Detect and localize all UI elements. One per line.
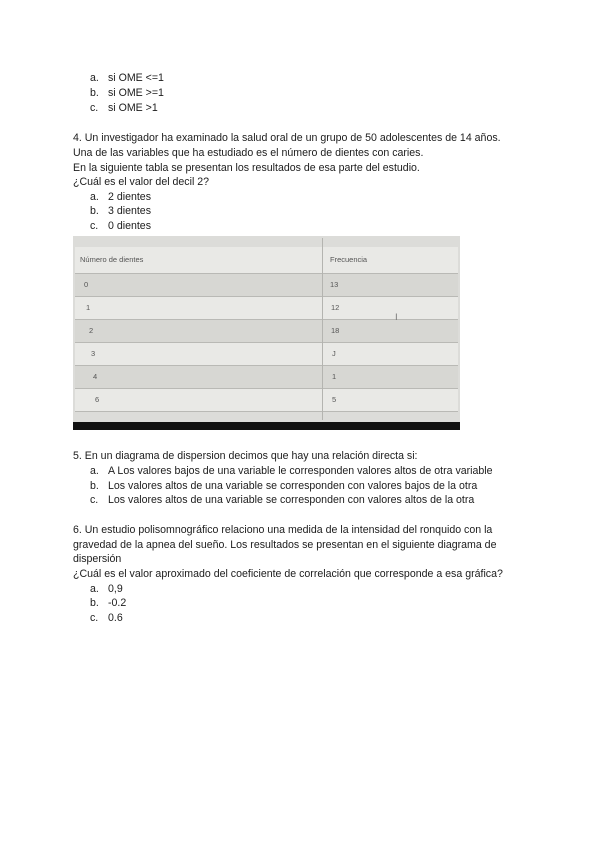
q3-option-c: si OME >1	[108, 102, 158, 114]
q6-option-a-marker: a.	[90, 583, 99, 595]
q4-option-a: 2 dientes	[108, 191, 151, 203]
photo-bottom-edge	[73, 422, 460, 430]
q6-option-a: 0,9	[108, 583, 123, 595]
q4-option-a-marker: a.	[90, 191, 99, 203]
q6-line-1: 6. Un estudio polisomnográfico relaciono una medida de la intensidad del ronquido con la	[73, 524, 493, 536]
table-photo	[73, 236, 460, 430]
q4-option-c: 0 dientes	[108, 220, 151, 232]
q6-option-c: 0.6	[108, 612, 123, 624]
text-cursor-icon: Ⅰ	[395, 312, 398, 322]
table-row	[75, 366, 458, 389]
q6-option-c-marker: c.	[90, 612, 99, 624]
q5-option-b-marker: b.	[90, 480, 99, 492]
q3-option-c-marker: c.	[90, 102, 99, 114]
row-teeth: 3	[91, 349, 96, 358]
q6-line-4: ¿Cuál es el valor aproximado del coeficiente de correlación que corresponde a esa gráfica?	[73, 568, 503, 580]
row-frequency: J	[332, 349, 336, 358]
q4-line-1: 4. Un investigador ha examinado la salud oral de un grupo de 50 adolescentes de 14 años.	[73, 132, 501, 144]
row-frequency: 5	[332, 395, 337, 404]
q4-line-4: ¿Cuál es el valor del decil 2?	[73, 176, 210, 188]
row-frequency: 18	[331, 326, 340, 335]
header-number-of-teeth: Número de dientes	[80, 255, 144, 264]
row-teeth: 6	[95, 395, 100, 404]
row-teeth: 2	[89, 326, 94, 335]
q3-option-a: si OME <=1	[108, 72, 164, 84]
q5-option-a-marker: a.	[90, 465, 99, 477]
table-row	[75, 343, 458, 366]
row-teeth: 4	[93, 372, 98, 381]
q5-option-a: A Los valores bajos de una variable le corresponden valores altos de otra variable	[108, 465, 493, 477]
row-frequency: 13	[330, 280, 339, 289]
q3-option-b-marker: b.	[90, 87, 99, 99]
row-frequency: 12	[331, 303, 340, 312]
table-row	[75, 320, 458, 343]
q4-line-3: En la siguiente tabla se presentan los resultados de esa parte del estudio.	[73, 162, 420, 174]
q5-option-c: Los valores altos de una variable se corresponden con valores altos de la otra	[108, 494, 475, 506]
row-teeth: 0	[84, 280, 89, 289]
header-frequency: Frecuencia	[330, 255, 368, 264]
q4-option-b-marker: b.	[90, 205, 99, 217]
q5-line-1: 5. En un diagrama de dispersion decimos que hay una relación directa si:	[73, 450, 418, 462]
row-frequency: 1	[332, 372, 337, 381]
q4-option-c-marker: c.	[90, 220, 99, 232]
q6-option-b-marker: b.	[90, 597, 99, 609]
table-row	[75, 389, 458, 412]
row-teeth: 1	[86, 303, 91, 312]
q6-line-3: dispersión	[73, 553, 122, 565]
q6-line-2: gravedad de la apnea del sueño. Los resultados se presentan en el siguiente diagrama de	[73, 539, 497, 551]
table-column-divider	[322, 238, 323, 420]
q4-line-2: Una de las variables que ha estudiado es el número de dientes con caries.	[73, 147, 424, 159]
q3-option-a-marker: a.	[90, 72, 99, 84]
q5-option-c-marker: c.	[90, 494, 99, 506]
q6-option-b: -0.2	[108, 597, 127, 609]
table-row	[75, 274, 458, 297]
table-row	[75, 297, 458, 320]
q4-option-b: 3 dientes	[108, 205, 151, 217]
q3-option-b: si OME >=1	[108, 87, 164, 99]
table-header-row	[75, 247, 458, 274]
q5-option-b: Los valores altos de una variable se corresponden con valores bajos de la otra	[108, 480, 478, 492]
